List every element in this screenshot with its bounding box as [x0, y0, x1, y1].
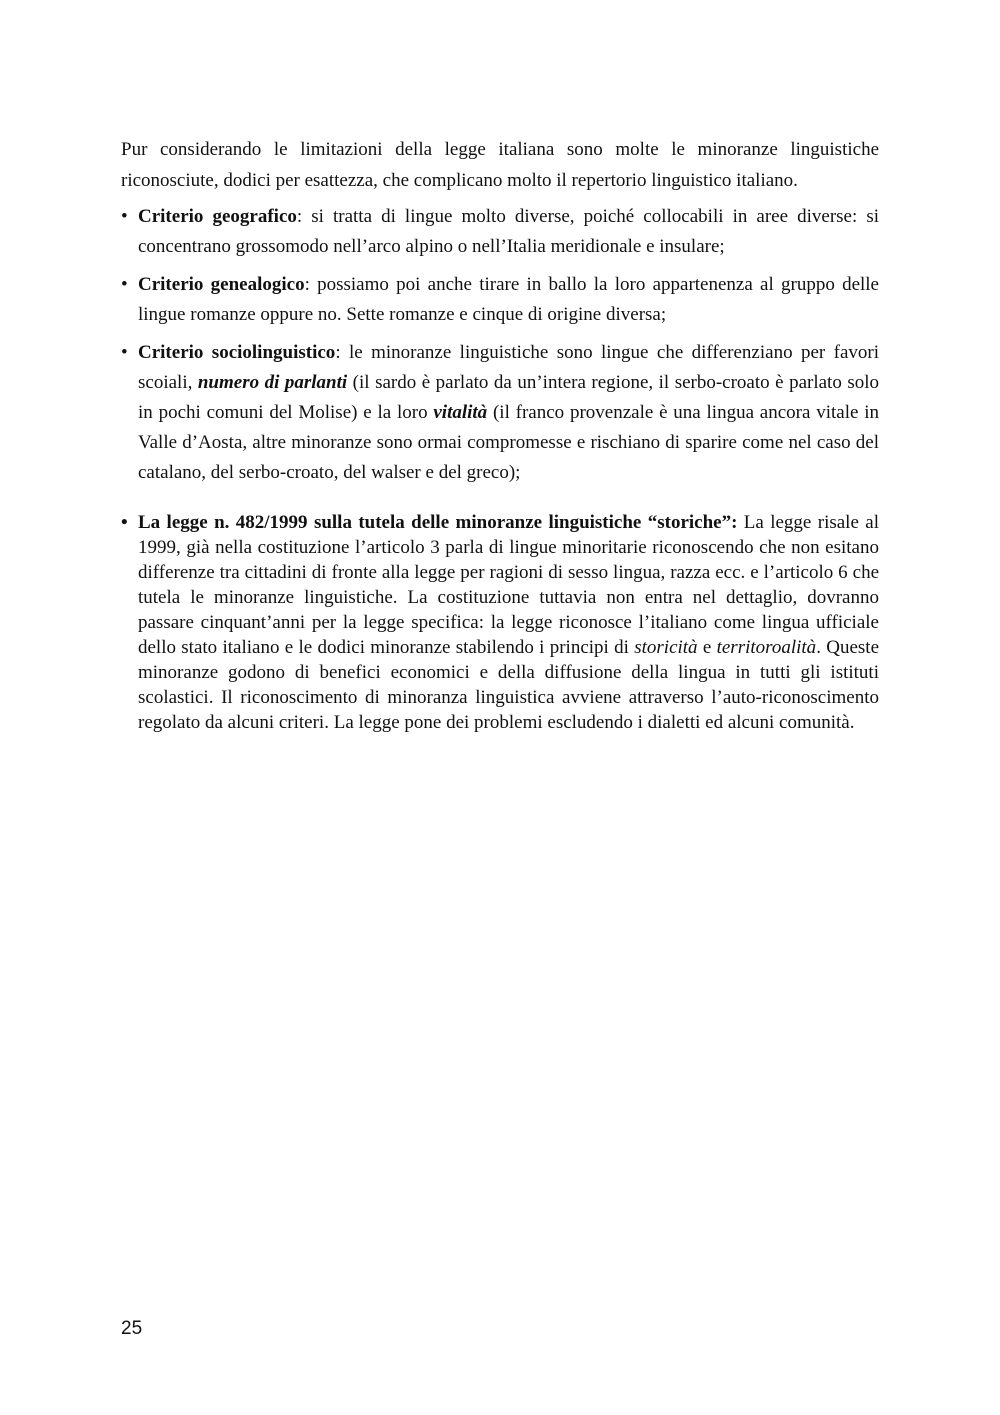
criterion-text: : possiamo poi anche tirare in ballo la loro appartenenza al gruppo delle lingue romanze oppure no. Sette romanze e cinque di origine diversa;	[138, 274, 879, 325]
list-item-criterio-genealogico	[121, 270, 879, 330]
italic-territoroalita: territoroalità	[716, 637, 817, 658]
criterion-text: : le minoranze linguistiche sono lingue che differenziano per favori scoiali,	[138, 342, 879, 393]
criterion-text: (il sardo è parlato da un’intera regione, il serbo-croato è parlato solo in pochi comuni del Molise) e la loro	[138, 372, 879, 423]
law-section	[121, 510, 879, 735]
criterion-term: Criterio sociolinguistico	[138, 342, 336, 363]
criterion-term: Criterio geografico	[138, 206, 297, 227]
law-heading: La legge n. 482/1999 sulla tutela delle minoranze linguistiche “storiche”:	[138, 512, 738, 533]
list-item-criterio-geografico	[121, 202, 879, 262]
italic-storicita: storicità	[634, 637, 698, 658]
list-item-criterio-sociolinguistico	[121, 338, 879, 488]
page-content	[121, 134, 879, 735]
page-number: 25	[121, 1318, 143, 1339]
bullet-icon: •	[121, 206, 128, 227]
bullet-icon: •	[121, 512, 128, 533]
bullet-icon: •	[121, 342, 128, 363]
bullet-icon: •	[121, 274, 128, 295]
law-text: . Queste minoranze godono di benefici economici e della diffusione della lingua in tutti gli istituti scolastici. Il riconoscimento di minoranza linguistica avviene attraverso l’auto-riconoscimento regolato da alcuni criteri. La legge pone dei problemi escludendo i dialetti ed alcuni comunità.	[138, 637, 879, 733]
emphasis-numero-di-parlanti: numero di parlanti	[197, 372, 348, 393]
criterion-term: Criterio genealogico	[138, 274, 305, 295]
emphasis-vitalita: vitalità	[433, 402, 488, 423]
criteria-list	[121, 202, 879, 488]
criterion-text: : si tratta di lingue molto diverse, poiché collocabili in aree diverse: si concentrano grossomodo nell’arco alpino o nell’Italia meridionale e insulare;	[138, 206, 880, 257]
list-item-legge-482-1999	[121, 510, 879, 735]
law-text: e	[697, 637, 717, 658]
law-text: La legge risale al 1999, già nella costituzione l’articolo 3 parla di lingue minoritarie riconoscendo che non esitano differenze tra cittadini di fronte alla legge per ragioni di sesso lingua, razza ecc. e l’articolo 6 che tutela le minoranze linguistiche. La costituzione tuttavia non entra nel dettaglio, dovranno passare cinquant’anni per la legge specifica: la legge riconosce l’italiano come lingua ufficiale dello stato italiano e le dodici minoranze stabilendo i principi di	[138, 512, 879, 658]
criterion-text: (il franco provenzale è una lingua ancora vitale in Valle d’Aosta, altre minoranze sono ormai compromesse e rischiano di sparire come nel caso del catalano, del serbo-croato, del walser e del greco);	[138, 402, 879, 483]
intro-paragraph: Pur considerando le limitazioni della legge italiana sono molte le minoranze linguistiche riconosciute, dodici per esattezza, che complicano molto il repertorio linguistico italiano.	[121, 139, 879, 191]
